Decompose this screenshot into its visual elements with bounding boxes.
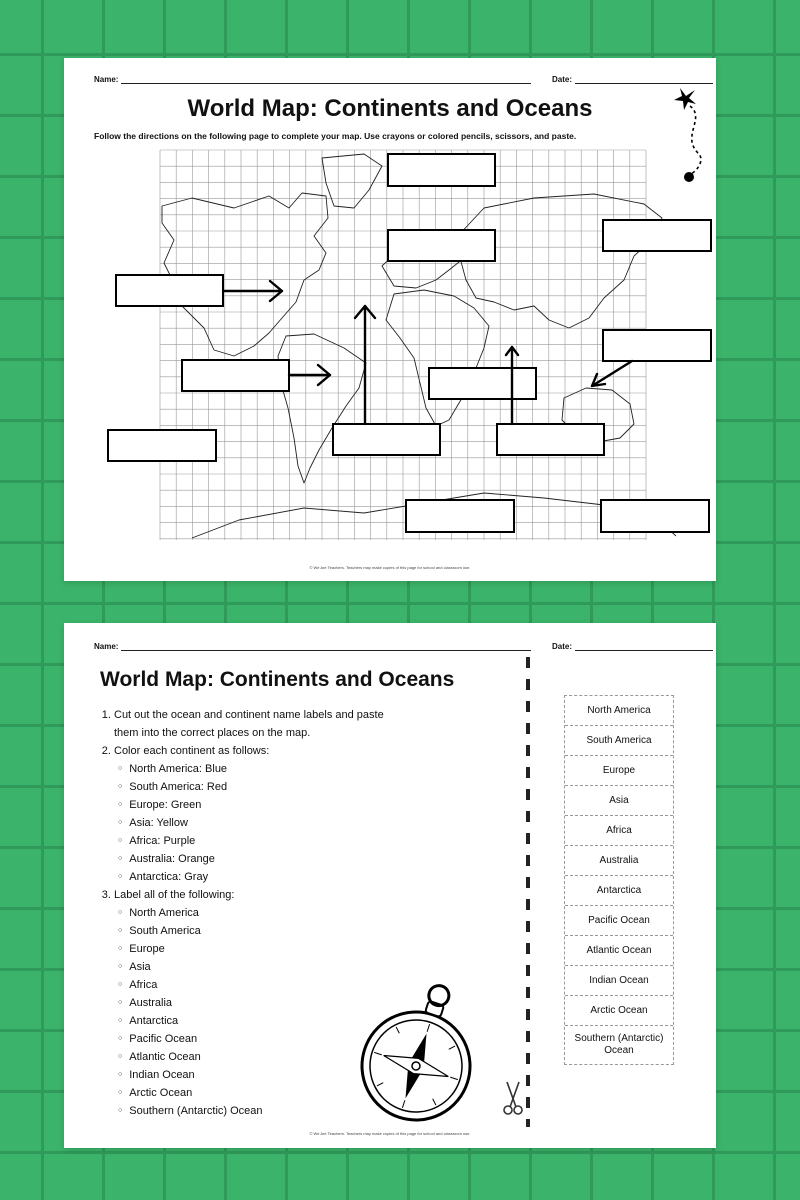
- color-item: ○ Antarctica: Gray: [132, 868, 384, 886]
- world-map: [64, 58, 716, 581]
- cutout-label[interactable]: Asia: [565, 786, 673, 816]
- label-item: ○ Southern (Antarctic) Ocean: [132, 1102, 384, 1120]
- label-item: ○ Arctic Ocean: [132, 1084, 384, 1102]
- label-item: ○ Europe: [132, 940, 384, 958]
- label-item: ○ Australia: [132, 994, 384, 1012]
- label-item: ○ South America: [132, 922, 384, 940]
- color-item: ○ Europe: Green: [132, 796, 384, 814]
- cutout-label[interactable]: Arctic Ocean: [565, 996, 673, 1026]
- name-field-2[interactable]: [94, 641, 531, 651]
- cutout-label[interactable]: Indian Ocean: [565, 966, 673, 996]
- label-box-africa: [497, 424, 604, 455]
- name-label-2: Name:: [94, 642, 119, 651]
- color-list: [114, 760, 384, 886]
- name-label: Name:: [94, 75, 119, 84]
- cutout-label[interactable]: Atlantic Ocean: [565, 936, 673, 966]
- label-box-australia: [603, 330, 711, 361]
- label-box-pacific-west: [108, 430, 216, 461]
- color-item: ○ Australia: Orange: [132, 850, 384, 868]
- label-box-arctic: [388, 154, 495, 186]
- footer-credit-2: © We Are Teachers. Teachers may make copies of this page for school and classroom use.: [309, 1131, 471, 1136]
- cutout-label[interactable]: Africa: [565, 816, 673, 846]
- cutout-label[interactable]: South America: [565, 726, 673, 756]
- africa-outline: [386, 290, 489, 426]
- arrow-north-america: [223, 281, 282, 301]
- label-list: [114, 904, 384, 1120]
- label-item: ○ Pacific Ocean: [132, 1030, 384, 1048]
- airplane-icon: [674, 88, 701, 182]
- step-3-text: Label all of the following:: [114, 889, 235, 901]
- label-item: ○ Asia: [132, 958, 384, 976]
- step-2: [114, 742, 384, 886]
- worksheet-instructions-page: [64, 623, 716, 1148]
- cutout-labels: [564, 695, 674, 1065]
- color-item: ○ Asia: Yellow: [132, 814, 384, 832]
- cutout-label[interactable]: North America: [565, 696, 673, 726]
- directions-text: Follow the directions on the following page to complete your map. Use crayons or colored pencils, scissors, and paste.: [94, 131, 577, 141]
- label-item: ○ Africa: [132, 976, 384, 994]
- page-title: World Map: Continents and Oceans: [187, 95, 593, 122]
- name-line-2[interactable]: [121, 641, 531, 651]
- date-field-2[interactable]: [552, 641, 713, 651]
- color-item: ○ South America: Red: [132, 778, 384, 796]
- step-2-text: Color each continent as follows:: [114, 745, 270, 757]
- label-box-europe: [388, 230, 495, 261]
- step-1: 1. Cut out the ocean and continent name labels and paste them into the correct places on the map.: [114, 706, 384, 742]
- label-box-north-america: [116, 275, 223, 306]
- cutout-label[interactable]: Pacific Ocean: [565, 906, 673, 936]
- label-box-antarctica: [406, 500, 514, 532]
- label-box-atlantic: [333, 424, 440, 455]
- label-box-indian: [429, 368, 536, 399]
- label-item: ○ Atlantic Ocean: [132, 1048, 384, 1066]
- label-item: ○ North America: [132, 904, 384, 922]
- arrow-australia: [592, 361, 632, 386]
- color-item: ○ North America: Blue: [132, 760, 384, 778]
- date-label: Date:: [552, 75, 573, 84]
- label-box-asia: [603, 220, 711, 251]
- label-box-south-america: [182, 360, 289, 391]
- label-item: ○ Indian Ocean: [132, 1066, 384, 1084]
- scissors-icon: [502, 1078, 526, 1118]
- arrow-atlantic: [355, 306, 375, 424]
- worksheet-map-page: [64, 58, 716, 581]
- page-title-2: World Map: Continents and Oceans: [100, 668, 455, 691]
- cut-line: [526, 657, 530, 1127]
- footer-credit: © We Are Teachers. Teachers may make copies of this page for school and classroom use.: [309, 565, 471, 570]
- label-box-southern: [601, 500, 709, 532]
- arrow-south-america: [289, 365, 330, 385]
- instruction-list: [94, 706, 384, 1120]
- date-label-2: Date:: [552, 642, 573, 651]
- color-item: ○ Africa: Purple: [132, 832, 384, 850]
- greenland-outline: [322, 154, 382, 208]
- cutout-label[interactable]: Antarctica: [565, 876, 673, 906]
- date-line-2[interactable]: [575, 641, 713, 651]
- cutout-label[interactable]: Southern (Antarctic) Ocean: [574, 1033, 664, 1056]
- cutout-label[interactable]: Europe: [565, 756, 673, 786]
- label-item: ○ Antarctica: [132, 1012, 384, 1030]
- step-3: [114, 886, 384, 1120]
- cutout-label[interactable]: Australia: [565, 846, 673, 876]
- compass-icon: [354, 978, 494, 1128]
